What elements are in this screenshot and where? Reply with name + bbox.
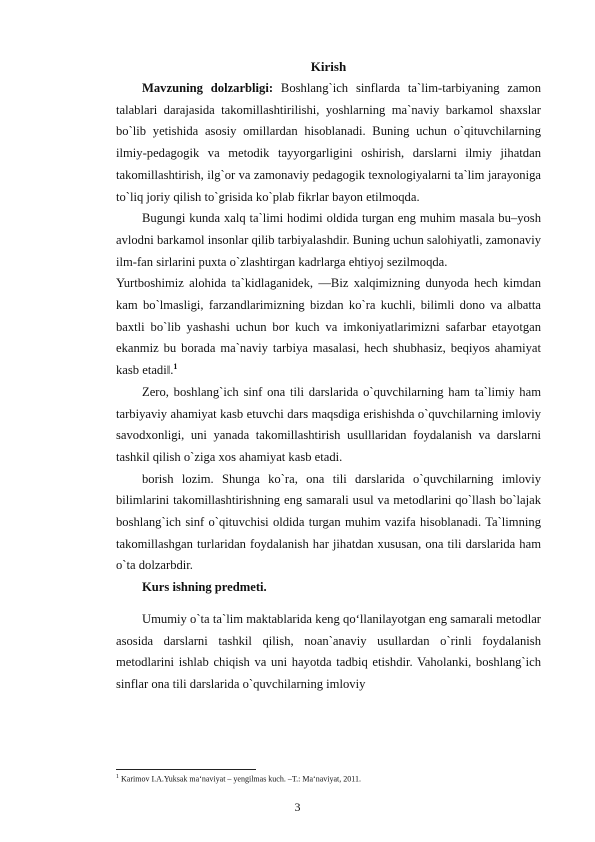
- paragraph-relevance: [116, 78, 541, 208]
- relevance-text: Boshlang`ich sinflarda ta`lim-tarbiyaning zamon talablari darajasida takomillashtirilishi, yoshlarning ma`naviy barkamol shaxslar bo`lib yetishida asosiy omillardan hisoblanadi. Buning uchun o`qituvchilarning ilmiy-pedagogik va metodik tayyorgarligini oshirish, darslarni ilmiy jihatdan takomillashtirish, ilg`or va zamonaviy pedagogik texnologiyalarni ta`lim jarayoniga to`liq joriy qilish to`grisida ko`plab fikrlar bayon etilmoqda.: [116, 81, 542, 204]
- page-number: 3: [294, 800, 301, 814]
- footnote: [116, 772, 541, 785]
- footnote-number: 1: [116, 774, 119, 780]
- quote-text: Yurtboshimiz alohida ta`kidlaganidek, ―Biz xalqimizning dunyoda hech kimdan kam bo`lmasligi, farzandlarimizning bizdan ko`ra kuchli, bilimli dono va albatta baxtli bo`lib yashashi uchun bor kuch va imkoniyatlarimizni safarbar etayotgan ekanmiz bu borada ma`naviy tarbiya masalasi, hech shubhasiz, beqiyos ahamiyat kasb etadi‖.: [116, 276, 541, 378]
- section-heading-subject: Kurs ishning predmeti.: [142, 580, 267, 595]
- footnote-text: Karimov I.A.Yuksak ma‘naviyat – yengilmas kuch. –T.: Ma‘naviyat, 2011.: [119, 774, 361, 784]
- footnote-reference: 1: [173, 361, 178, 371]
- page-body: [116, 56, 541, 696]
- relevance-lead: Mavzuning dolzarbligi:: [142, 81, 274, 95]
- spacer: [116, 599, 541, 609]
- paragraph-today: Bugungi kunda xalq ta`limi hodimi oldida turgan eng muhim masala bu–yosh avlodni barkamol insonlar qilib tarbiyalashdir. Buning uchun salohiyatli, zamonaviy ilm-fan sirlarini puxta o`zlashtirgan kadrlarga ehtiyoj sezilmoqda.: [116, 211, 541, 269]
- paragraph-zero: Zero, boshlang`ich sinf ona tili darslarida o`quvchilarning ham ta`limiy ham tarbiyaviy ahamiyat kasb etuvchi dars maqsdiga erishishda o`quvchilarning imloviy savodxonligi, uni yanada takomillashtirish usulllaridan foydalanish va darslarni tashkil qilish o`ziga xos ahamiyat kasb etadi.: [116, 384, 541, 464]
- paragraph-subject: Umumiy o`ta ta`lim maktablarida keng qo‘llanilayotgan eng samarali metodlar asosida darslarni tashkil qilish, noan`anaviy usullardan o`rinli foydalanish metodlarini ishlab chiqish va uni hayotda tadbiq etishdir. Vaholanki, boshlang`ich sinflar ona tili darslarida o`quvchilarning imloviy: [116, 611, 541, 691]
- paragraph-quote: [116, 273, 541, 382]
- footnote-divider: [116, 769, 256, 770]
- paragraph-methods: borish lozim. Shunga ko`ra, ona tili darslarida o`quvchilarning imloviy bilimlarini takomillashtirishning eng samarali usul va metodlarini qo`llash bo`lajak boshlang`ich sinf o`qituvchisi oldida turgan muhim vazifa hisoblanadi. Ta`limning takomillashgan turlaridan foydalanish har jihatdan xususan, ona tili darslarida ham o`ta dolzarbdir.: [116, 471, 541, 573]
- page-title: Kirish: [310, 59, 347, 74]
